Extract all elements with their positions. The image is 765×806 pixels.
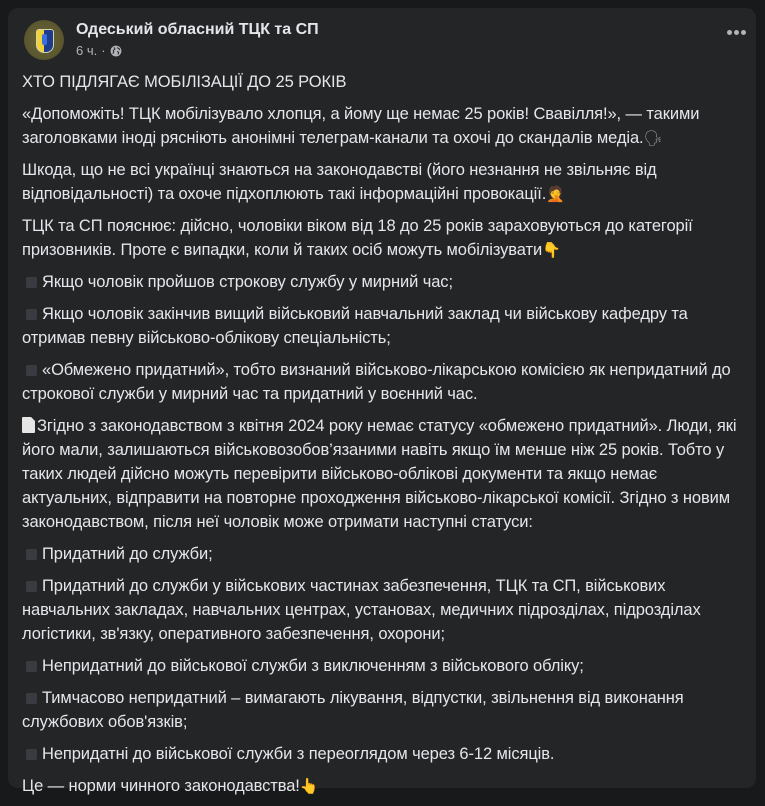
- separator-dot: ·: [101, 43, 106, 58]
- paragraph-text: Згідно з законодавством з квітня 2024 року немає статусу «обмежено придатний». Люди, які його мали, залишаються військовозобов’язаними навіть якщо їм менше ніж 25 років. Тобто у таких людей дійсно можуть перевірити військово-облікові документи та якщо немає актуальних, відправити на повторне проходження військово-лікарської комісії. Згідно з новим законодавством, після неї чоловік може отримати наступні статуси:: [22, 417, 737, 531]
- case-text: Якщо чоловік пройшов строкову службу у мирний час;: [42, 273, 453, 291]
- paragraph-text: Шкода, що не всі українці знаються на законодавстві (його незнання не звільняє від відповідальності) та охоче підхоплюють такі інформаційні провокації.: [22, 161, 657, 203]
- post-time-link[interactable]: 6 ч.: [76, 43, 98, 58]
- square-bullet-icon: [26, 309, 37, 320]
- paragraph-law: [22, 414, 744, 534]
- paragraph-explanation: [22, 214, 744, 262]
- globe-icon[interactable]: [110, 45, 122, 57]
- status-item: [22, 542, 744, 566]
- post-meta: [76, 20, 319, 60]
- more-dot-icon: [734, 30, 739, 35]
- status-text: Придатний до служби;: [42, 545, 213, 563]
- status-item: [22, 742, 744, 766]
- paragraph-intro: [22, 102, 744, 150]
- page-avatar[interactable]: [24, 20, 64, 60]
- more-options-button[interactable]: [720, 16, 752, 48]
- paragraph-provocation: [22, 158, 744, 206]
- facepalm-icon: 🤦: [546, 185, 565, 203]
- status-text: Придатний до служби у військових частинах забезпечення, ТЦК та СП, військових навчальних закладах, навчальних центрах, установах, медичних підрозділах, підрозділах логістики, зв'язку, оперативного забезпечення, охорони;: [22, 577, 701, 643]
- speaking-head-icon: 🗣: [643, 129, 663, 147]
- paragraph-closing: [22, 774, 744, 798]
- case-text: Якщо чоловік закінчив вищий військовий навчальний заклад чи військову кафедру та отримав певну військово-облікову спеціальність;: [22, 305, 688, 347]
- status-text: Тимчасово непридатний – вимагають лікування, відпустки, звільнення від виконання службових обов'язків;: [22, 689, 684, 731]
- case-text: «Обмежено придатний», тобто визнаний військово-лікарською комісією як непридатний до строкової служби у мирний час та придатний у воєнний час.: [22, 361, 731, 403]
- square-bullet-icon: [26, 661, 37, 672]
- more-dot-icon: [727, 30, 732, 35]
- status-item: [22, 686, 744, 734]
- square-bullet-icon: [26, 549, 37, 560]
- case-item: [22, 302, 744, 350]
- square-bullet-icon: [26, 581, 37, 592]
- post-subline: [76, 42, 319, 60]
- emblem-icon: [36, 29, 54, 53]
- more-dot-icon: [741, 30, 746, 35]
- status-item: [22, 574, 744, 646]
- paragraph-text: ТЦК та СП пояснює: дійсно, чоловіки віком від 18 до 25 років зараховуються до категорії призовників. Проте є випадки, коли й таких осіб можуть мобілізувати: [22, 217, 693, 259]
- pointing-up-icon: 👆: [299, 777, 319, 795]
- status-item: [22, 654, 744, 678]
- pointing-down-icon: 👇: [542, 241, 561, 259]
- square-bullet-icon: [26, 693, 37, 704]
- square-bullet-icon: [26, 749, 37, 760]
- status-text: Непридатний до військової служби з виключенням з військового обліку;: [42, 657, 584, 675]
- paragraph-text: Це — норми чинного законодавства!: [22, 777, 300, 795]
- page-name-link[interactable]: Одеський обласний ТЦК та СП: [76, 21, 319, 38]
- case-item: [22, 270, 744, 294]
- paragraph-text: «Допоможіть! ТЦК мобілізувало хлопця, а йому ще немає 25 років! Свавілля!», — такими заголовками іноді рясніють анонімні телеграм-канали та охочі до скандалів медіа.: [22, 105, 700, 147]
- post-header: [24, 16, 740, 64]
- post-body: [22, 70, 744, 806]
- status-text: Непридатні до військової служби з переоглядом через 6-12 місяців.: [42, 745, 555, 763]
- document-icon: [22, 417, 35, 433]
- square-bullet-icon: [26, 277, 37, 288]
- square-bullet-icon: [26, 365, 37, 376]
- case-item: [22, 358, 744, 406]
- post-card: [8, 8, 756, 795]
- post-title: ХТО ПІДЛЯГАЄ МОБІЛІЗАЦІЇ ДО 25 РОКІВ: [22, 73, 347, 91]
